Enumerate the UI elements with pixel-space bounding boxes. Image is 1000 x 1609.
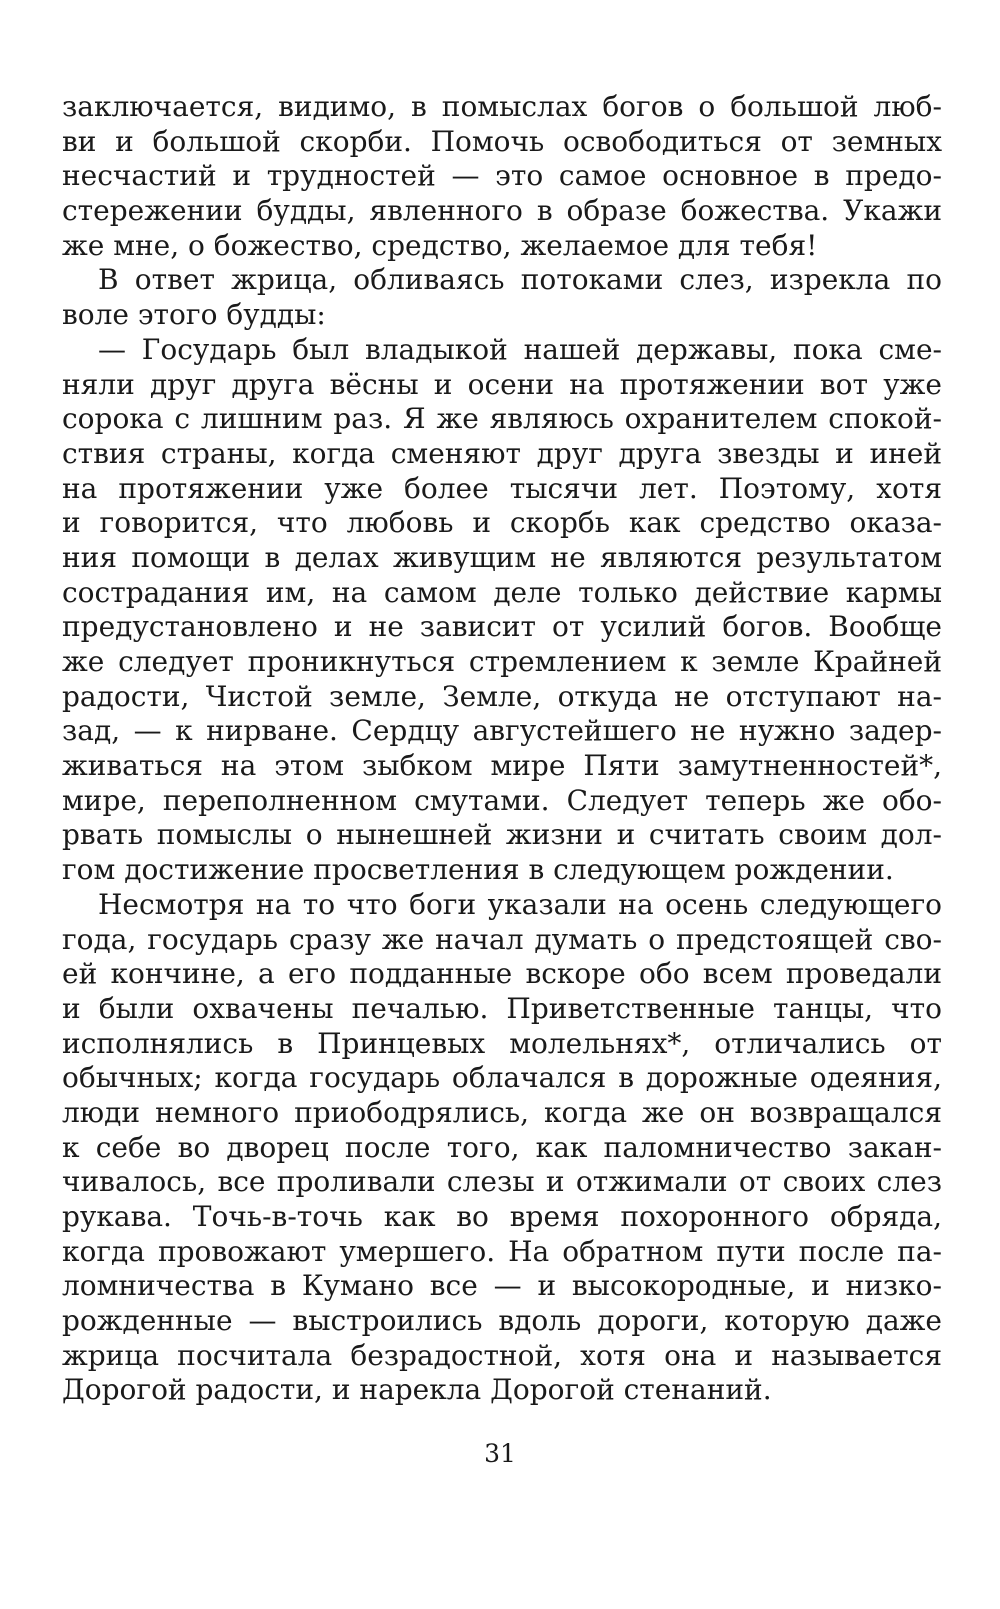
text-line: — Государь был владыкой нашей державы, пока сме-: [98, 332, 942, 366]
text-line: же мне, о божество, средство, желаемое для тебя!: [62, 228, 818, 262]
text-line: рукава. Точь-в-точь как во время похоронного обряда,: [62, 1200, 942, 1233]
text-line: чивалось, все проливали слезы и отжимали от своих слез: [62, 1165, 942, 1199]
text-line: сострадания им, на самом деле только действие кармы: [62, 575, 942, 609]
text-line: обычных; когда государь облачался в дорожные одеяния,: [62, 1061, 942, 1095]
text-line: сорока с лишним раз. Я же являюсь охранителем спокой-: [62, 402, 942, 436]
paragraph: [62, 263, 942, 332]
text-line: несчастий и трудностей — это самое основное в предо-: [62, 159, 942, 193]
text-line: воле этого будды:: [62, 298, 326, 332]
text-line: люди немного приободрялись, когда же он возвращался: [62, 1095, 942, 1129]
text-line: живаться на этом зыбком мире Пяти замутненностей*,: [62, 749, 942, 783]
text-line: когда провожают умершего. На обратном пути после па-: [62, 1234, 942, 1268]
text-line: Дорогой радости, и нарекла Дорогой стенаний.: [62, 1373, 772, 1407]
text-line: ствия страны, когда сменяют друг друга звезды и иней: [62, 436, 942, 470]
text-line: Несмотря на то что боги указали на осень следующего: [98, 887, 942, 921]
text-line: рожденные — выстроились вдоль дороги, которую даже: [62, 1304, 942, 1338]
text-line: гом достижение просветления в следующем рождении.: [62, 853, 894, 887]
text-line: исполнялись в Принцевых молельнях*, отличались от: [62, 1026, 942, 1060]
text-line: жрица посчитала безрадостной, хотя она и называется: [62, 1338, 942, 1372]
text-line: стережении будды, явленного в образе божества. Укажи: [62, 194, 942, 228]
text-line: же следует проникнуться стремлением к земле Крайней: [62, 645, 942, 678]
text-line: няли друг друга вёсны и осени на протяжении вот уже: [62, 367, 942, 401]
text-line: В ответ жрица, обливаясь потоками слез, изрекла по: [98, 263, 942, 297]
page-number: 31: [484, 1439, 516, 1468]
text-line: ломничества в Кумано все — и высокородные, и низко-: [62, 1269, 942, 1303]
text-line: зад, — к нирване. Сердцу августейшего не нужно задер-: [62, 714, 942, 748]
page-body: [62, 90, 942, 1408]
text-line: ния помощи в делах живущим не являются результатом: [62, 540, 942, 574]
text-line: радости, Чистой земле, Земле, откуда не отступают на-: [62, 679, 942, 713]
text-line: мире, переполненном смутами. Следует теперь же обо-: [62, 783, 942, 817]
text-line: года, государь сразу же начал думать о предстоящей сво-: [62, 922, 942, 956]
text-line: к себе во дворец после того, как паломничество закан-: [62, 1130, 942, 1164]
text-line: заключается, видимо, в помыслах богов о большой люб-: [62, 90, 942, 123]
paragraph: [62, 90, 942, 263]
text-line: ви и большой скорби. Помочь освободиться от земных: [62, 124, 942, 158]
text-line: на протяжении уже более тысячи лет. Поэтому, хотя: [62, 471, 942, 505]
paragraph: [62, 888, 942, 1408]
text-line: рвать помыслы о нынешней жизни и считать своим дол-: [62, 818, 942, 852]
text-line: и были охвачены печалью. Приветственные танцы, что: [62, 991, 942, 1025]
text-line: и говорится, что любовь и скорбь как средство оказа-: [62, 506, 942, 540]
text-line: предустановлено и не зависит от усилий богов. Вообще: [62, 610, 942, 644]
paragraph: [62, 333, 942, 888]
text-line: ей кончине, а его подданные вскоре обо всем проведали: [62, 957, 942, 991]
